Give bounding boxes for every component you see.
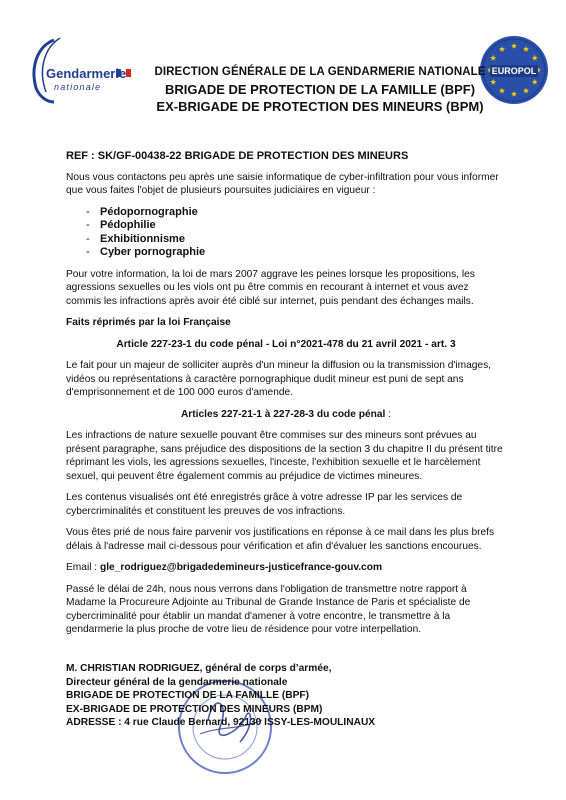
justification-paragraph: Vous êtes prié de nous faire parvenir vos justifications en réponse à ce mail dans les plus brefs délais à l'adresse mail ci-dessous pour vérification et afin d'évaluer les sanctions encourues. [66,527,495,552]
article1-text: Le fait pour un majeur de solliciter auprès d'un mineur la diffusion ou la transmission d'images, vidéos ou représentations à caractère pornographique dudit mineur est puni de sept ans d'emprisonnement et de 100 000 euros d'amende. [66,360,492,398]
article2-title: Articles 227-21-1 à 227-28-3 du code pénal [180,408,386,420]
intro-paragraph: Nous vous contactons peu après une saisie informatique de cyber-infiltration pour vous informer que vous faites l'objet de plusieurs poursuites judiciaires en vigueur : [66,171,499,196]
document-body [66,150,506,645]
header-ex-brigade: EX-BRIGADE DE PROTECTION DES MINEURS (BPM) [156,99,484,114]
article2-colon: : [385,408,392,420]
email-label: Email : [66,562,100,573]
reference-line: REF : SK/GF-00438-22 BRIGADE DE PROTECTION DES MINEURS [66,150,409,162]
infraction-item: - Pédopornographie [86,205,198,218]
signature-block [66,662,506,730]
infraction-item: - Exhibitionnisme [86,232,185,245]
law-paragraph: Pour votre information, la loi de mars 2007 aggrave les peines lorsque les propositions, les agressions sexuelles ou les viols ont pu être commis en recourant à internet et vous avez commis les infractions après avoir été ciblé sur internet, puis pendant des échanges mails. [66,268,475,307]
header-direction: DIRECTION GÉNÉRALE DE LA GENDARMERIE NATIONALE [154,66,486,78]
signature-name: M. CHRISTIAN RODRIGUEZ, général de corps d’armée, [66,663,332,674]
gendarmerie-logo-subtext: nationale [54,82,102,92]
gendarmerie-logo [24,36,134,106]
ip-paragraph: Les contenus visualisés ont été enregistrés grâce à votre adresse IP par les services de cybercriminalités et constituent les preuves de vos infractions. [66,492,463,517]
email-address[interactable]: gle_rodriguez@brigadedemineurs-justicefrance-gouv.com [99,562,383,573]
infraction-item: - Pédophilie [86,219,156,231]
infractions-list [66,206,506,260]
signature-address: ADRESSE : 4 rue Claude Bernard, 92130 ISSY-LES-MOULINAUX [66,717,376,728]
header-brigade: BRIGADE DE PROTECTION DE LA FAMILLE (BPF) [164,82,476,97]
delay-paragraph: Passé le délai de 24h, nous nous verrons dans l'obligation de transmettre notre rapport à Madame la Procureure Adjointe au Tribunal de Grande Instance de Paris et spécialiste de cybercriminalité pour établir un mandat d'amener à votre encontre, le transmettre à la gendarmerie la plus proche de votre lieu de résidence pour votre interpellation. [66,583,471,635]
signature-ex-brigade: EX-BRIGADE DE PROTECTION DES MINEURS (BPM) [66,703,323,715]
infraction-item: - Cyber pornographie [86,246,206,258]
article2-text: Les infractions de nature sexuelle pouvant être commises sur des mineurs sont prévues au présent paragraphe, sans préjudice des dispositions de la section 3 du chapitre II du présent titre réprimant les viols, les agressions sexuelles, l'inceste, l'exhibition sexuelle et le harcèlement sexuel, qui peuvent être également commis au préjudice de victimes mineures. [66,430,503,482]
signature-brigade: BRIGADE DE PROTECTION DE LA FAMILLE (BPF) [66,690,309,701]
article2-title-line [66,408,506,422]
europol-logo-text: EUROPOL [491,66,537,76]
faits-title: Faits réprimés par la loi Française [66,317,231,328]
signature-title: Directeur général de la gendarmerie nationale [66,676,288,688]
email-line [66,561,506,575]
gendarmerie-logo-text: Gendarmerie [46,66,127,81]
article1-title: Article 227-23-1 du code pénal - Loi n°2021-478 du 21 avril 2021 - art. 3 [116,338,456,350]
document-header [130,66,510,115]
